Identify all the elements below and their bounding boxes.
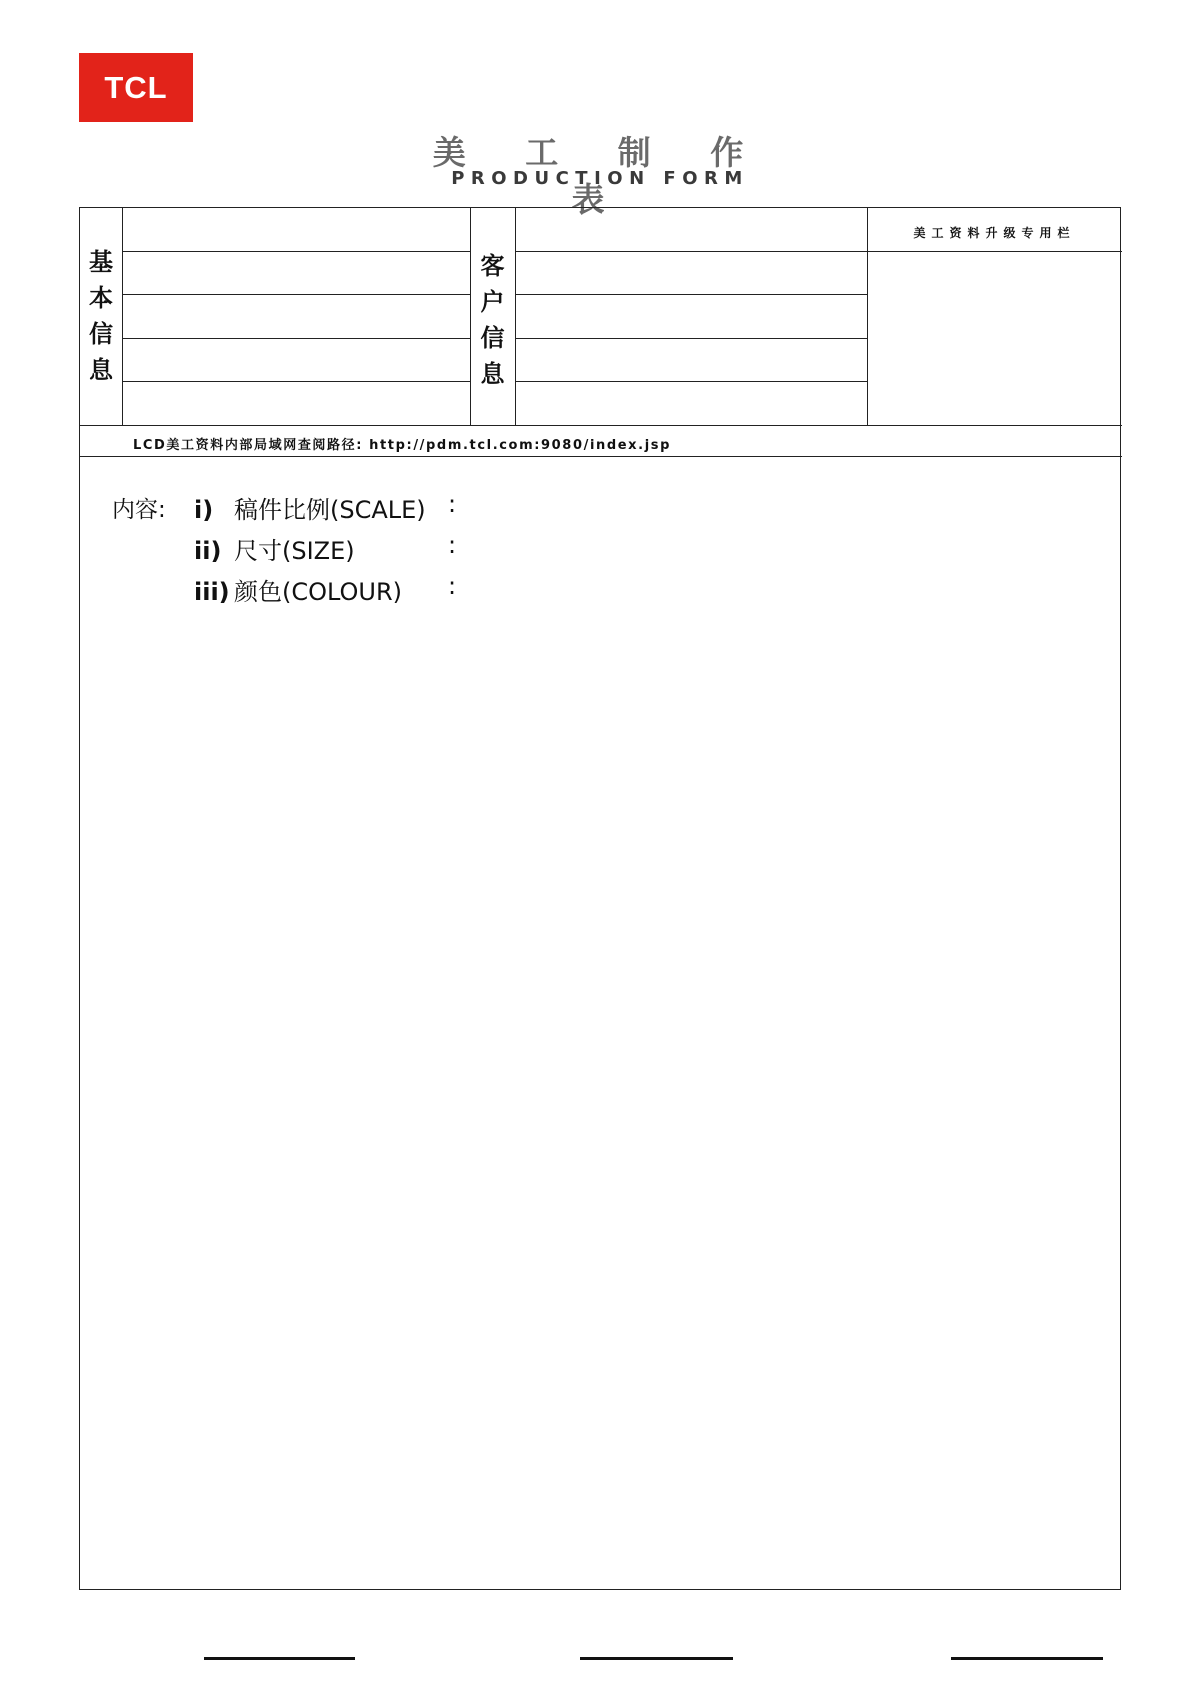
basic-info-char: 息 bbox=[89, 355, 113, 384]
item-text: 颜色(COLOUR) bbox=[234, 578, 403, 606]
customer-info-row-line bbox=[515, 251, 867, 252]
content-label: 内容: bbox=[112, 497, 166, 523]
customer-info-char: 户 bbox=[480, 287, 505, 316]
production-form bbox=[79, 207, 1121, 1590]
customer-info-char: 信 bbox=[480, 323, 505, 352]
customer-info-label bbox=[470, 232, 515, 407]
item-colon: : bbox=[448, 572, 457, 600]
upgrade-column-line bbox=[867, 251, 1122, 252]
basic-info-char: 本 bbox=[89, 283, 113, 312]
customer-info-row-line bbox=[515, 381, 867, 382]
basic-info-row-line bbox=[122, 338, 470, 339]
divider bbox=[122, 208, 123, 425]
content-item-scale bbox=[194, 490, 457, 525]
item-text: 尺寸(SIZE) bbox=[234, 537, 355, 565]
item-number: i) bbox=[194, 496, 214, 524]
form-title-en: PRODUCTION FORM bbox=[451, 168, 749, 189]
basic-info-row-line bbox=[122, 251, 470, 252]
lan-path-note: LCD美工资料内部局域网查阅路径: http://pdm.tcl.com:9080/index.jsp bbox=[133, 438, 672, 453]
content-item-colour bbox=[194, 572, 457, 607]
item-colon: : bbox=[448, 531, 457, 559]
signature-line bbox=[580, 1657, 733, 1660]
item-number: ii) bbox=[194, 537, 222, 565]
logo-text: TCL bbox=[104, 69, 168, 105]
basic-info-label bbox=[80, 228, 122, 403]
tcl-logo bbox=[79, 53, 193, 122]
item-text: 稿件比例(SCALE) bbox=[234, 496, 426, 524]
customer-info-char: 息 bbox=[480, 359, 505, 388]
basic-info-char: 基 bbox=[89, 247, 113, 276]
section-divider bbox=[80, 425, 1122, 426]
basic-info-row-line bbox=[122, 294, 470, 295]
basic-info-char: 信 bbox=[89, 319, 113, 348]
content-item-size bbox=[194, 531, 457, 566]
item-colon: : bbox=[448, 490, 457, 518]
signature-line bbox=[204, 1657, 355, 1660]
section-divider bbox=[80, 456, 1122, 457]
item-number: iii) bbox=[194, 578, 230, 606]
signature-line bbox=[951, 1657, 1103, 1660]
upgrade-column-header: 美工资料升级专用栏 bbox=[913, 226, 1076, 240]
customer-info-char: 客 bbox=[480, 251, 505, 280]
form-title-cn: 美 工 制 作 表 bbox=[432, 133, 768, 219]
divider bbox=[515, 208, 516, 425]
customer-info-row-line bbox=[515, 294, 867, 295]
customer-info-row-line bbox=[515, 338, 867, 339]
basic-info-row-line bbox=[122, 381, 470, 382]
